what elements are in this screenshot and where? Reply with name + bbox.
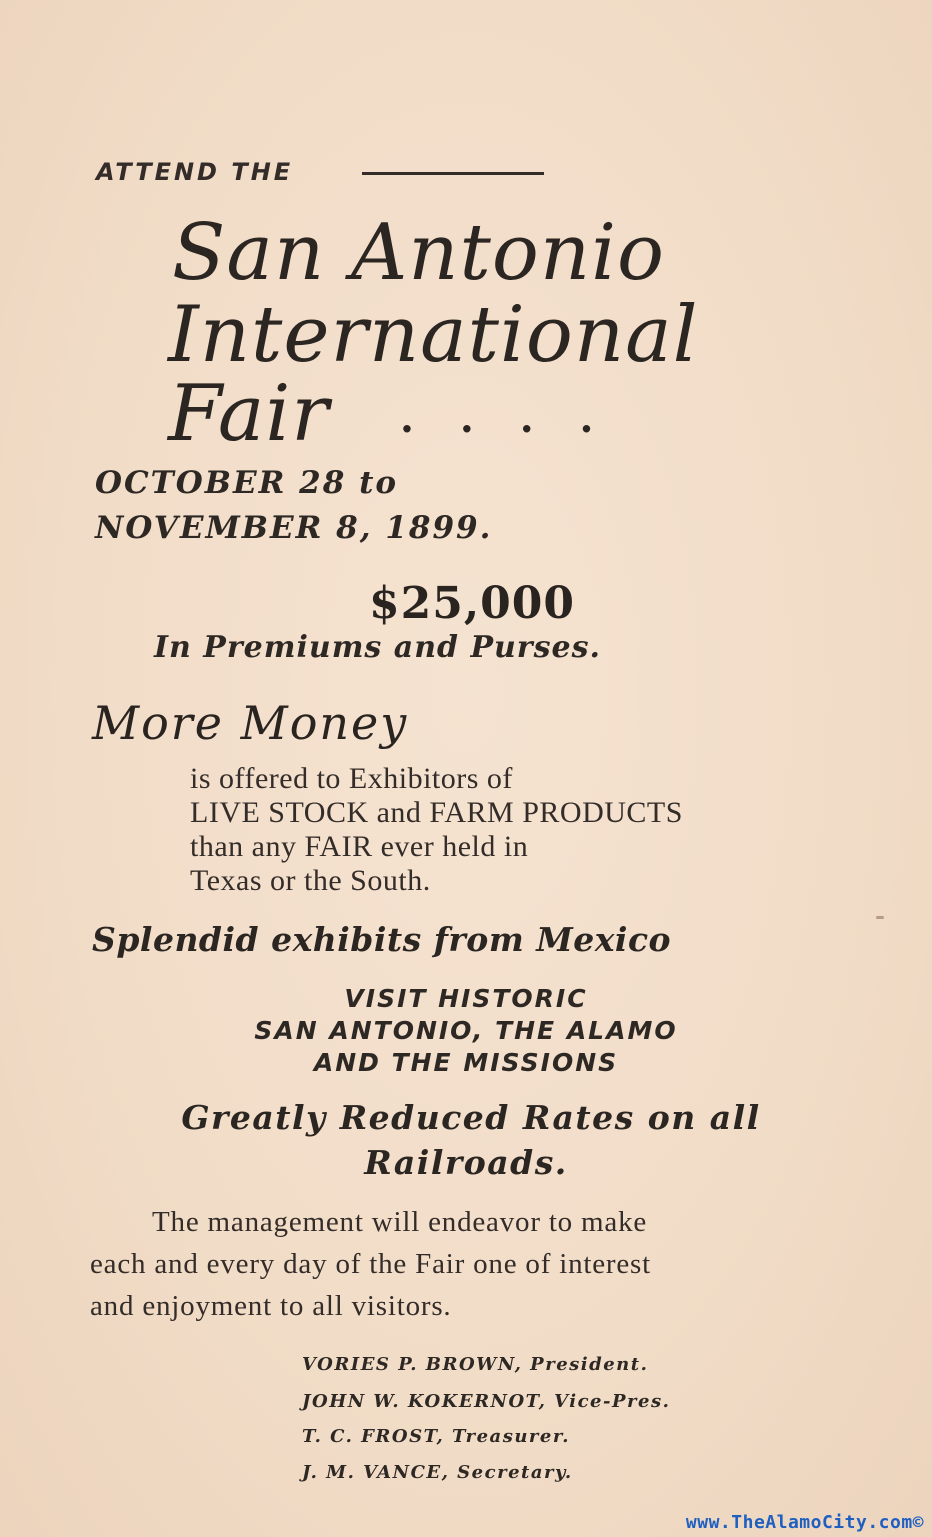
management-line-2: each and every day of the Fair one of interest	[90, 1248, 651, 1280]
more-money-line: LIVE STOCK and FARM PRODUCTS	[190, 796, 683, 829]
more-money-line: Texas or the South.	[190, 864, 431, 897]
dates-line-1: OCTOBER 28 to	[95, 465, 399, 501]
prize-caption: In Premiums and Purses.	[154, 630, 601, 665]
paper-smudge	[876, 916, 884, 919]
visit-line-1: VISIT HISTORIC	[344, 984, 588, 1013]
officer-treasurer: T. C. FROST, Treasurer.	[302, 1426, 570, 1447]
title-dots: . . . .	[400, 395, 610, 442]
prize-amount: $25,000	[368, 578, 575, 629]
mexico-exhibits: Splendid exhibits from Mexico	[92, 920, 672, 959]
more-money-line: is offered to Exhibitors of	[190, 762, 513, 795]
title-line-2: International	[168, 290, 699, 380]
title-line-1: San Antonio	[172, 208, 665, 298]
visit-line-2: SAN ANTONIO, THE ALAMO	[254, 1016, 678, 1045]
officer-vice-president: JOHN W. KOKERNOT, Vice-Pres.	[302, 1391, 671, 1412]
management-line-1: The management will endeavor to make	[152, 1206, 648, 1238]
rates-line-1: Greatly Reduced Rates on all	[181, 1098, 761, 1137]
visit-line-3: AND THE MISSIONS	[313, 1048, 619, 1077]
more-money-heading: More Money	[92, 696, 409, 750]
title-line-3: Fair	[168, 369, 330, 459]
attend-rule	[362, 172, 544, 175]
dates-line-2: NOVEMBER 8, 1899.	[95, 510, 493, 546]
management-line-3: and enjoyment to all visitors.	[90, 1290, 452, 1322]
more-money-line: than any FAIR ever held in	[190, 830, 529, 863]
officer-president: VORIES P. BROWN, President.	[302, 1354, 649, 1375]
officer-secretary: J. M. VANCE, Secretary.	[302, 1462, 573, 1483]
rates-line-2: Railroads.	[364, 1143, 568, 1182]
attend-label: ATTEND THE	[96, 158, 294, 186]
website-credit-link[interactable]: www.TheAlamoCity.com©	[685, 1512, 924, 1533]
